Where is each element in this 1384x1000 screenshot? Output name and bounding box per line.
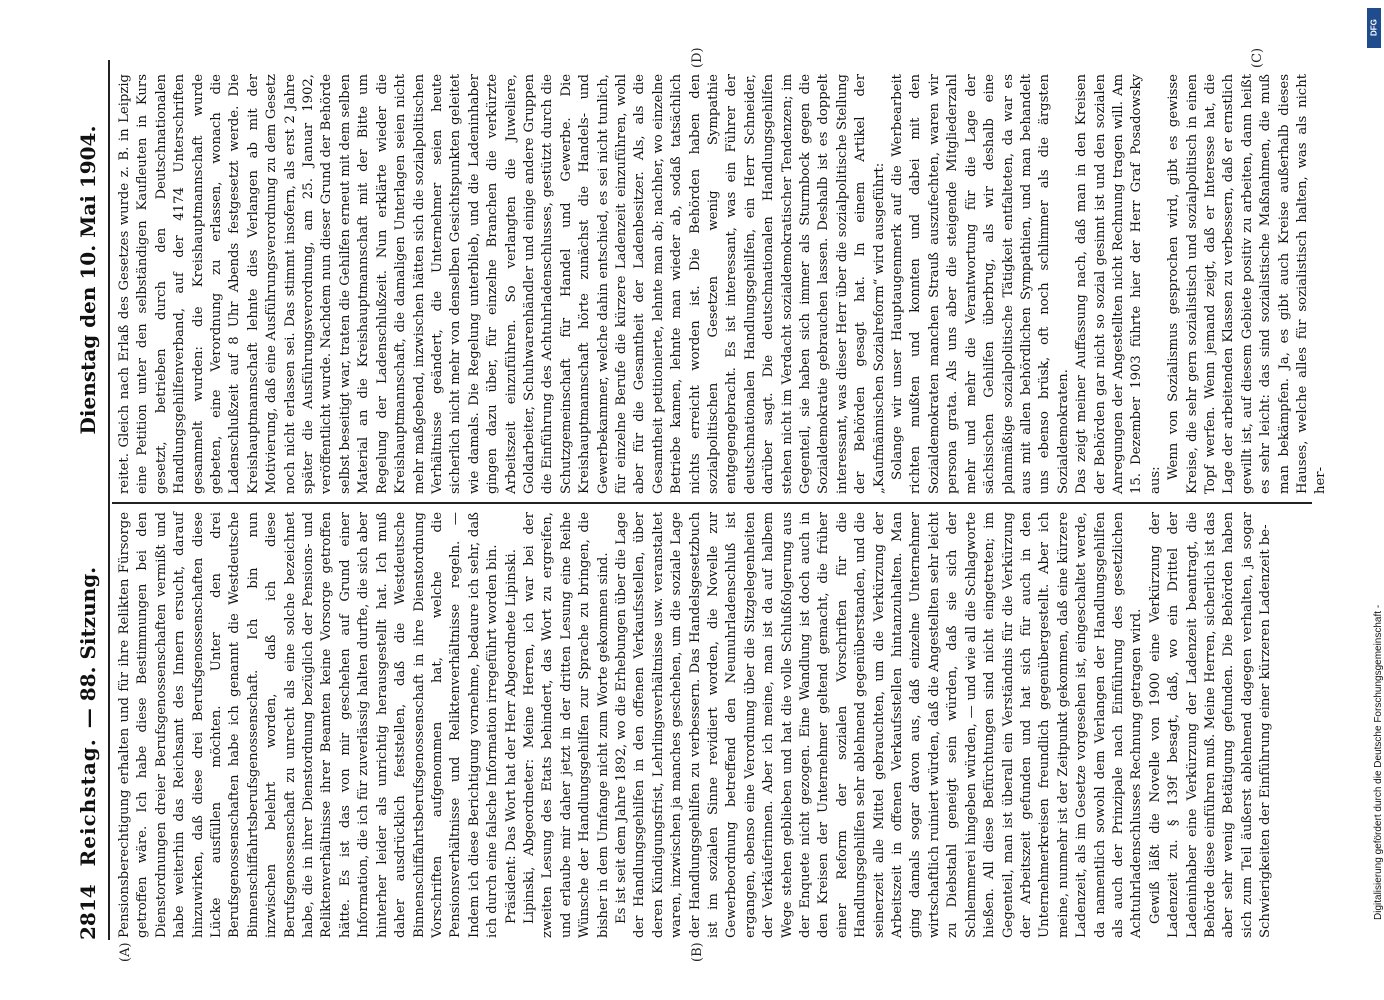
digitization-note — [1363, 20, 1384, 920]
left-header — [70, 510, 106, 940]
paragraph: Es ist seit dem Jahre 1892, wo die Erhebungen über die Lage der Handlungsgehilfen in den offenen Verkaufsstellen, über deren Kündigungsfrist, Lehrlingsverhältnisse usw. veranstaltet waren, inzwischen ja manches geschehen, um die soziale Lage der Handlungsgehilfen zu verbessern. Das Handelsgesetzbuch ist im sozialen Sinne revidiert worden, die Novelle zur Gewerbeordnung betreffend den Neunuhrladenschluß ist ergangen, ebenso eine Verordnung über die Sitzgelegenheiten der Verkäuferinnen. Aber ich meine, man ist da auf halbem Wege stehen geblieben und hat die volle Schlußfolgerung aus der Enquete nicht gezogen. Eine Wandlung ist doch auch in den Kreisen der Unternehmer geltend gemacht, die früher einer Reform der sozialen Vorschriften für die Handlungsgehilfen sehr ablehnend gegenüberstanden, und die seinerzeit alle Mittel gebrauchten, um die Verkürzung der Arbeitszeit in offenen Verkaufsstellen hintanzuhalten. Man ging damals sogar davon aus, daß einzelne Unternehmer wirtschaftlich ruiniert würden, daß die Angestellten sehr leicht zu Diebstahl geneigt sein würden, daß sie sich der Schlemmerei hingeben würden, — und wie all die Schlagworte hießen. All diese Befürchtungen sind nicht eingetreten; im Gegenteil, man ist überall ein Verständnis für die Verkürzung der Arbeitszeit gefunden und hat sich für auch in den Unternehmerkreisen freundlich gegenübergestellt. Aber ich meine, nunmehr ist der Zeitpunkt gekommen, daß eine kürzere Ladenzeit, als im Gesetze vorgesehen ist, eingeschaltet werde, da namentlich sowohl dem Verlangen der Handlungsgehilfen als auch der Prinzipale nach Einführung des gesetzlichen Achtuhrladenschlusses Rechnung getragen wird. — [613, 512, 1145, 938]
page-number: 2814 — [76, 884, 100, 940]
paragraph: Präsident: Das Wort hat der Herr Abgeordnete Lipinski. — [503, 549, 519, 924]
right-column — [116, 74, 1329, 494]
quotation: Wenn von Sozialismus gesprochen wird, gibt es gewisse Kreise, die sehr gern sozialistisch und sozialpolitisch in einen Topf werfen. Wenn jemand zeigt, daß er Interesse hat, die Lage der arbeitenden Klassen zu verbessern, daß er ernstlich gewillt ist, auf diesem Gebiete positiv zu arbeiten, dann heißt es sehr leicht: das sind sozialistische Maßnahmen, die muß man bekämpfen. Ja, es gibt auch Kreise außerhalb dieses Hauses, welche alles für sozialistisch halten, was als nicht her- — [1166, 74, 1329, 494]
margin-marker-c: (C) — [1250, 47, 1265, 68]
paragraph: Lipinski, Abgeordneter: Meine Herren, ich war bei der zweiten Lesung des Etats behindert, das Wort zu ergreifen, und erlaube mir daher jetzt in der dritten Lesung eine Reihe Wünsche der Handlungsgehilfen zur Sprache zu bringen, die bisher in dem Umfange nicht zum Worte gekommen sind. — [521, 512, 611, 938]
paragraph: Pensionsberechtigung erhalten und für ihre Relikten Fürsorge getroffen wäre. Ich habe diese Bestimmungen bei den Dienstordnungen dreier Berufsgenossenschaften vermißt und habe weiterhin das Reichsamt des Innern ersucht, darauf hinzuwirken, daß diese drei Berufsgenossenschaften diese Lücke ausfüllen möchten. Unter den drei Berufsgenossenschaften habe ich genannt die Westdeutsche Binnenschiffahrtsberufsgenossenschaft. Ich bin nun inzwischen belehrt worden, daß ich diese Berufsgenossenschaft zu unrecht als eine solche bezeichnet habe, die in ihrer Dienstordnung bezüglich der Pensions- und Reliktenverhältnisse ihrer Beamten keine Vorsorge getroffen hätte. Es ist das von mir geschehen auf Grund einer Information, die ich für zuverlässig halten durfte, die sich aber hinterher leider als unrichtig herausgestellt hat. Ich muß daher ausdrücklich feststellen, daß die Westdeutsche Binnenschiffahrtsberufsgenossenschaft in ihre Dienstordnung Vorschriften aufgenommen hat, welche die Pensionsverhältnisse und Reliktenverhältnisse regeln. — Indem ich diese Berichtigung vornehme, bedaure ich sehr, daß ich durch eine falsche Information irregeführt worden bin. — [117, 512, 501, 938]
digitization-text: Digitalisierung gefördert durch die Deutsche Forschungsgemeinschaft - — [1373, 604, 1384, 920]
publication-title: Reichstag. — [76, 738, 100, 867]
left-column — [116, 512, 1296, 938]
header-rule — [108, 60, 110, 940]
margin-marker-d: (D) — [690, 47, 705, 68]
column-divider — [112, 502, 1312, 504]
paragraph: Gewiß läßt die Novelle von 1900 eine Verkürzung der Ladenzeit zu. § 139f besagt, daß, wo ein Drittel der Ladeninhaber eine Verkürzung der Ladenzeit beantragt, die Behörde diese einführen muß. Meine Herren, sicherlich ist das aber sehr wenig Betätigung gefunden. Die Behörden haben sich zum Teil äußerst ablehnend dagegen verhalten, ja sogar Schwierigkeiten der Einführung einer kürzeren Ladenzeit be- — [1147, 512, 1274, 938]
session-date: Dienstag den 10. Mai 1904. — [76, 125, 100, 435]
margin-marker-a: (A) — [118, 942, 133, 962]
paragraph: Das zeigt meiner Auffassung nach, daß man in den Kreisen der Behörden gar nicht so sozial gesinnt ist und den sozialen Anregungen der Angestellten nicht Rechnung tragen will. Am 15. Dezember 1903 führte hier der Herr Graf Posadowsky aus: — [1074, 74, 1163, 494]
right-header — [70, 80, 106, 480]
dfg-logo: DFG — [1367, 8, 1381, 48]
session-label: — 88. Sitzung. — [76, 566, 100, 729]
paragraph: reitet. Gleich nach Erlaß des Gesetzes wurde z. B. in Leipzig eine Petition unter den selbständigen Kaufleuten in Kurs gesetzt, betrieben durch den Deutschnationalen Handlungsgehilfenverband, auf der 4174 Unterschriften gesammelt wurden: die Kreishauptmannschaft wurde gebeten, eine Verordnung zu erlassen, wonach die Ladenschlußzeit auf 8 Uhr Abends festgesetzt werde. Die Kreishauptmannschaft lehnte dies Verlangen ab mit der Motivierung, daß eine Ausführungsverordnung zu dem Gesetz noch nicht erlassen sei. Das stimmt insofern, als erst 2 Jahre später die Ausführungsverordnung, am 25. Januar 1902, veröffentlicht wurde. Nachdem nun dieser Grund der Behörde selbst beseitigt war, traten die Gehilfen erneut mit dem selben Material an die Kreishauptmannschaft mit der Bitte um Regelung der Ladenschlußzeit. Nun erklärte wieder die Kreishauptmannschaft, die damaligen Unterlagen seien nicht mehr maßgebend, inzwischen hätten sich die sozialpolitischen Verhältnisse geändert, die Unternehmer seien heute sicherlich nicht mehr von denselben Gesichtspunkten geleitet wie damals. Die Regelung unterblieb, und die Ladeninhaber gingen dazu über, für einzelne Branchen die verkürzte Arbeitszeit einzuführen. So verlangten die Juweliere, Goldarbeiter, Schuhwarenhändler und einige andere Gruppen die Einführung des Achtuhrladenschlusses, gestützt durch die Schutzgemeinschaft für Handel und Gewerbe. Die Kreishauptmannschaft hörte zunächst die Handels- und Gewerbekammer, welche dahin entschied, es sei nicht tunlich, für einzelne Berufe die kürzere Ladenzeit einzuführen, wohl aber für die Gesamtheit der Ladenbesitzer. Als, als die Gesamtheit petitionierte, lehnte man ab; nachher, wo einzelne Betriebe kamen, lehnte man wieder ab, sodaß tatsächlich nichts erreicht worden ist. Die Behörden haben den sozialpolitischen Gesetzen wenig Sympathie entgegengebracht. Es ist interessant, was ein Führer der deutschnationalen Handlungsgehilfen, ein Herr Schneider, darüber sagt. Die deutschnationalen Handlungsgehilfen stehen nicht im Verdacht sozialdemokratischer Tendenzen; im Gegenteil, sie haben sich immer als Sturmbock gegen die Sozialdemokratie gebrauchen lassen. Deshalb ist es doppelt interessant, was dieser Herr über die sozialpolitische Stellung der Behörden gesagt hat. In einem Artikel der „Kaufmännischen Sozialreform“ wird ausgeführt: — [117, 74, 887, 494]
quotation: Solange wir unser Hauptaugenmerk auf die Werbearbeit richten mußten und konnten und dabei mit den Sozialdemokraten manchen Strauß auszufechten, waren wir persona grata. Als uns aber die steigende Mitgliederzahl mehr und mehr die Verantwortung für die Lage der sächsischen Gehilfen überbrug, als wir deshalb eine planmäßige sozialpolitische Tätigkeit entfalteten, da war es aus mit allen behördlichen Sympathien, und man behandelt uns ebenso brüsk, oft noch schlimmer als die ärgsten Sozialdemokraten. — [890, 74, 1071, 494]
margin-marker-b: (B) — [690, 942, 705, 962]
